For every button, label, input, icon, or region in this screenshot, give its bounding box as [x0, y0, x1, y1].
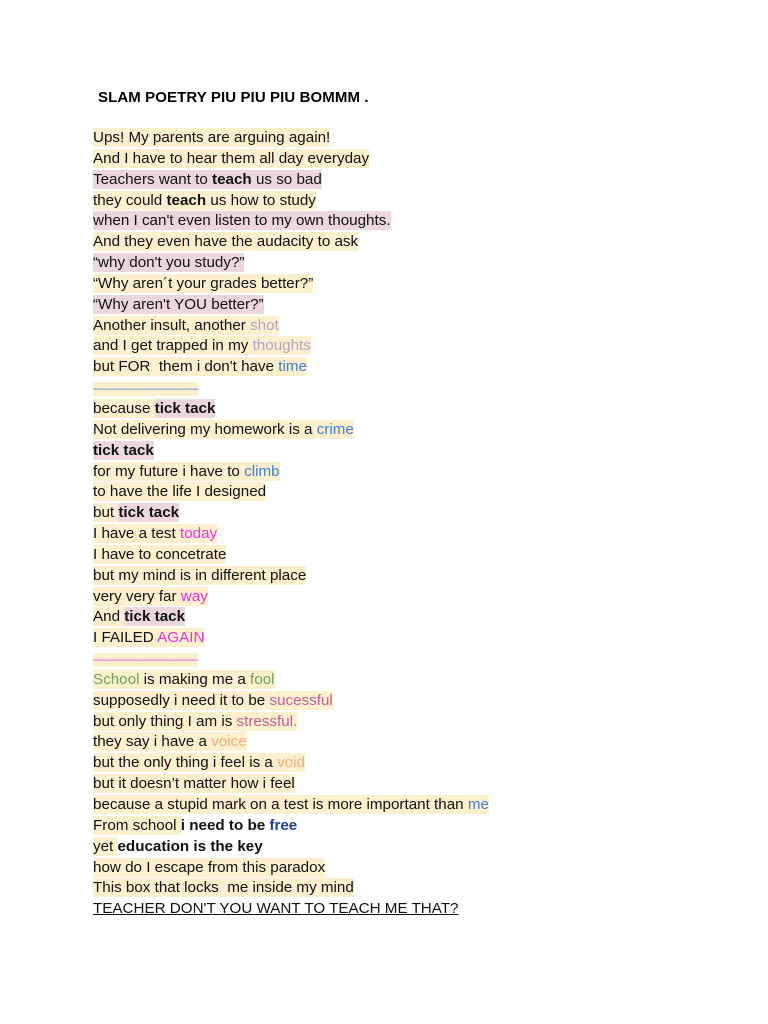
- line-segment: how do I escape from this paradox: [93, 858, 326, 876]
- line-segment-colored: crime: [316, 420, 354, 438]
- poem-line: [93, 128, 489, 149]
- line-segment-bold: teach: [166, 191, 207, 209]
- poem-line: [93, 149, 489, 170]
- line-segment-colored: way: [180, 587, 208, 605]
- line-segment-bold: tick tack: [93, 441, 154, 459]
- line-segment: I FAILED: [93, 629, 158, 647]
- poem-line: [93, 462, 489, 483]
- line-segment-colored: School: [93, 670, 140, 688]
- line-segment: but: [93, 504, 119, 522]
- line-segment: to have the life I designed: [93, 483, 267, 501]
- line-segment-bold: education is the key: [117, 837, 263, 855]
- line-segment-colored: me: [467, 796, 489, 813]
- line-segment: but the only thing i feel is a: [93, 754, 278, 772]
- line-segment: And they even have the audacity to ask: [93, 233, 359, 251]
- poem-line: [93, 899, 489, 920]
- separator: ——————————: [93, 654, 198, 667]
- separator: ——————————: [93, 383, 198, 396]
- poem-line: [93, 816, 489, 837]
- poem-line: [93, 399, 489, 420]
- line-segment: From school: [93, 816, 181, 834]
- poem-line: [93, 441, 489, 462]
- line-segment: because a stupid mark on a test is more important than: [93, 796, 468, 813]
- poem-line: [93, 628, 489, 649]
- poem-title: SLAM POETRY PIU PIU PIU BOMMM .: [98, 89, 369, 106]
- line-segment: “Why aren't YOU better?”: [93, 295, 264, 313]
- line-segment: they say i have a: [93, 733, 212, 751]
- line-segment-colored: time: [278, 358, 307, 376]
- line-segment: This box that locks me inside my mind: [93, 879, 354, 897]
- line-segment-colored: free: [269, 816, 298, 834]
- poem-line: [93, 274, 489, 295]
- poem-body: [93, 128, 489, 920]
- poem-line: [93, 732, 489, 753]
- line-segment: us how to study: [206, 191, 316, 209]
- poem-line: [93, 858, 489, 879]
- poem-line: [93, 774, 489, 795]
- line-segment-colored: fool: [250, 670, 275, 688]
- poem-line: [93, 753, 489, 774]
- line-segment-colored: voice: [211, 733, 247, 751]
- poem-line: [93, 545, 489, 566]
- line-segment: is making me a: [139, 670, 251, 688]
- line-segment: yet: [93, 837, 118, 855]
- line-segment: and I get trapped in my: [93, 337, 253, 355]
- line-segment-colored: stressful.: [236, 712, 298, 730]
- poem-line: [93, 357, 489, 378]
- line-segment-bold: tick tack: [154, 399, 216, 417]
- poem-line: [93, 878, 489, 899]
- line-segment: “why don't you study?”: [93, 254, 245, 272]
- poem-line: [93, 191, 489, 212]
- line-segment: supposedly i need it to be: [93, 691, 270, 709]
- poem-line: [93, 253, 489, 274]
- line-segment: Not delivering my homework is a: [93, 420, 317, 438]
- line-segment: they could: [93, 191, 167, 209]
- line-segment: us so bad: [251, 170, 322, 188]
- poem-line: [93, 670, 489, 691]
- line-segment: I have to concetrate: [93, 545, 227, 563]
- line-segment: when I can't even listen to my own thoughts.: [93, 212, 391, 230]
- line-segment-colored: today: [179, 525, 218, 543]
- line-segment: And: [93, 608, 125, 626]
- separator-line: [93, 378, 489, 399]
- poem-line: [93, 482, 489, 503]
- poem-line: [93, 795, 489, 816]
- line-segment-bold: teach: [212, 170, 252, 188]
- line-segment: because: [93, 399, 155, 417]
- line-segment-colored: thoughts: [252, 337, 311, 355]
- poem-line: [93, 691, 489, 712]
- poem-line: [93, 503, 489, 524]
- poem-line: [93, 587, 489, 608]
- line-segment: very very far: [93, 587, 181, 605]
- line-segment-colored: void: [277, 754, 305, 772]
- line-segment-bold: tick tack: [124, 608, 186, 626]
- poem-line: [93, 607, 489, 628]
- poem-line: [93, 712, 489, 733]
- poem-line: [93, 566, 489, 587]
- poem-line: [93, 336, 489, 357]
- line-segment: but only thing I am is: [93, 712, 237, 730]
- poem-line: [93, 232, 489, 253]
- line-segment: Ups!: [93, 129, 129, 146]
- poem-line: [93, 211, 489, 232]
- poem-line: [93, 524, 489, 545]
- poem-line: [93, 316, 489, 337]
- line-segment-colored: climb: [244, 462, 280, 480]
- line-segment: I have a test: [93, 525, 180, 543]
- line-segment: And I have to hear them all day everyday: [93, 149, 370, 167]
- line-segment-colored: shot: [250, 316, 279, 334]
- poem-line: [93, 420, 489, 441]
- line-segment-colored: sucessful: [269, 691, 333, 709]
- poem-line: [93, 170, 489, 191]
- line-segment: but FOR them i don't have: [93, 358, 279, 376]
- line-segment: for my future i have to: [93, 462, 245, 480]
- line-segment: but my mind is in different place: [93, 566, 307, 584]
- line-segment: Another insult, another: [93, 316, 251, 334]
- line-segment: but it doesn’t matter how i feel: [93, 775, 295, 793]
- separator-line: [93, 649, 489, 670]
- line-segment: Teachers want to: [93, 170, 213, 188]
- line-segment-underlined: TEACHER DON'T YOU WANT TO TEACH ME THAT?: [93, 900, 459, 918]
- line-segment: My parents are arguing again!: [128, 129, 331, 146]
- poem-line: [93, 295, 489, 316]
- line-segment-colored: AGAIN: [157, 629, 205, 647]
- poem-line: [93, 837, 489, 858]
- line-segment: “Why aren´t your grades better?”: [93, 274, 314, 292]
- line-segment-bold: tick tack: [118, 504, 180, 522]
- line-segment-bold: i need to be: [180, 816, 270, 834]
